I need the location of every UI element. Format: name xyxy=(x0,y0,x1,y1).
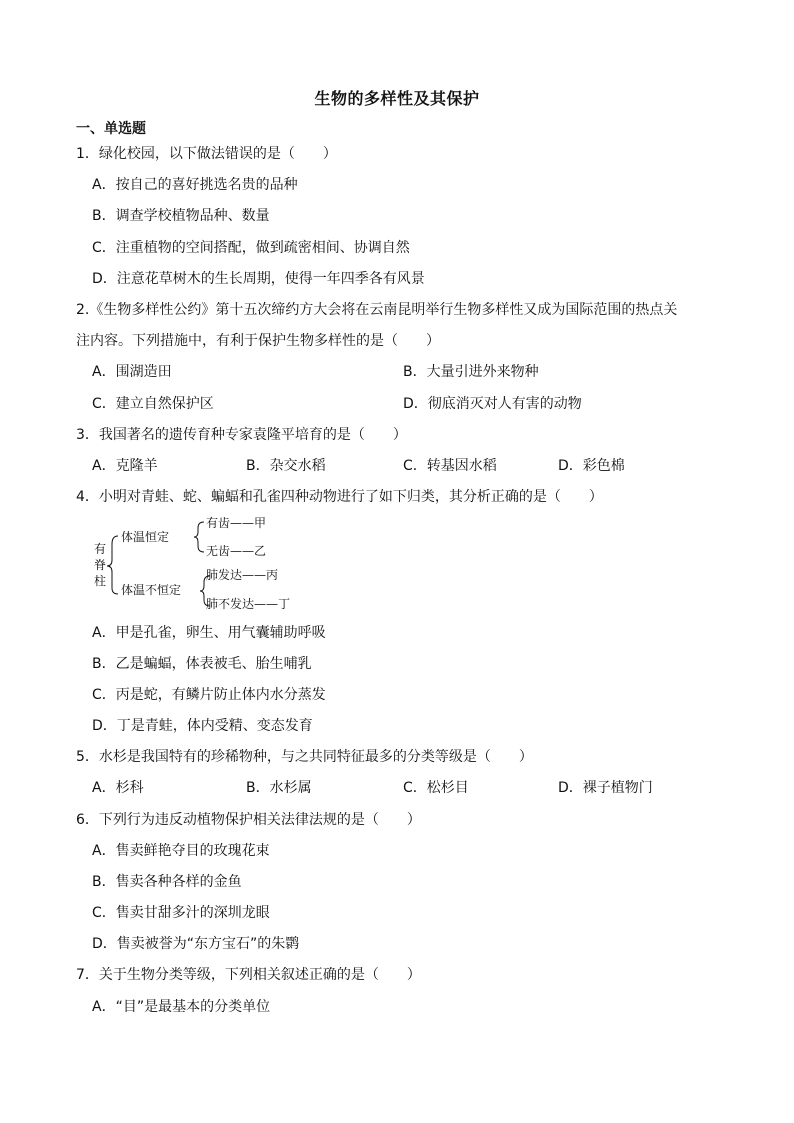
diagram-upper-brace xyxy=(194,522,204,552)
diagram-branch-2: 体温不恒定 xyxy=(121,583,182,597)
question-6-option-b: B．售卖各种各样的金鱼 xyxy=(92,874,242,890)
question-2-option-d: D．彻底消灭对人有害的动物 xyxy=(403,396,582,412)
question-2-option-b: B．大量引进外来物种 xyxy=(403,364,539,380)
question-3-option-d: D．彩色棉 xyxy=(558,458,625,474)
diagram-leaf-1: 有齿——甲 xyxy=(206,516,267,530)
question-7-option-a: A．“目”是最基本的分类单位 xyxy=(92,999,271,1015)
question-5-option-c: C．松杉目 xyxy=(403,780,469,796)
question-6-option-c: C．售卖甘甜多汁的深圳龙眼 xyxy=(92,905,270,921)
diagram-root-char-2: 脊 xyxy=(94,558,107,572)
question-5-option-a: A．杉科 xyxy=(92,780,144,796)
question-1-option-c: C．注重植物的空间搭配，做到疏密相间、协调自然 xyxy=(92,240,410,256)
question-3-option-c: C．转基因水稻 xyxy=(403,458,497,474)
question-2-stem-line-2: 注内容。下列措施中，有利于保护生物多样性的是（ ） xyxy=(76,333,440,349)
question-2-stem-line-1: 2.《生物多样性公约》第十五次缔约方大会将在云南昆明举行生物多样性又成为国际范围的热点关 xyxy=(76,302,678,318)
question-6-option-d: D．售卖被誉为“东方宝石”的朱鹮 xyxy=(92,936,300,952)
question-5-option-d: D．裸子植物门 xyxy=(558,780,653,796)
question-5-stem: 5．水杉是我国特有的珍稀物种，与之共同特征最多的分类等级是（ ） xyxy=(76,749,533,765)
question-1-option-d: D．注意花草树木的生长周期，使得一年四季各有风景 xyxy=(92,271,425,287)
question-1-option-b: B．调查学校植物品种、数量 xyxy=(92,208,270,224)
question-6-option-a: A．售卖鲜艳夺目的玫瑰花束 xyxy=(92,843,270,859)
section-heading: 一、单选题 xyxy=(76,121,146,137)
diagram-root-char-3: 柱 xyxy=(94,574,107,588)
question-4-option-b: B．乙是蝙蝠，体表被毛、胎生哺乳 xyxy=(92,656,312,672)
diagram-main-brace xyxy=(107,536,118,594)
question-5-option-b: B．水杉属 xyxy=(246,780,312,796)
question-1-stem: 1．绿化校园，以下做法错误的是（ ） xyxy=(76,146,337,162)
question-4-option-d: D．丁是青蛙，体内受精、变态发育 xyxy=(92,718,313,734)
diagram-leaf-3: 肺发达——丙 xyxy=(206,568,279,582)
question-3-option-b: B．杂交水稻 xyxy=(246,458,326,474)
question-6-stem: 6．下列行为违反动植物保护相关法律法规的是（ ） xyxy=(76,812,421,828)
question-2-option-c: C．建立自然保护区 xyxy=(92,396,214,412)
diagram-root-char-1: 有 xyxy=(94,542,107,556)
question-4-option-a: A．甲是孔雀，卵生、用气囊辅助呼吸 xyxy=(92,625,326,641)
page-title: 生物的多样性及其保护 xyxy=(314,89,480,108)
question-1-option-a: A．按自己的喜好挑选名贵的品种 xyxy=(92,177,298,193)
question-2-option-a: A．围湖造田 xyxy=(92,364,172,380)
diagram-branch-1: 体温恒定 xyxy=(121,530,170,544)
question-4-option-c: C．丙是蛇，有鳞片防止体内水分蒸发 xyxy=(92,687,326,703)
question-3-stem: 3．我国著名的遗传育种专家袁隆平培育的是（ ） xyxy=(76,427,407,443)
diagram-leaf-2: 无齿——乙 xyxy=(206,544,267,558)
question-4-stem: 4．小明对青蛙、蛇、蝙蝠和孔雀四种动物进行了如下归类，其分析正确的是（ ） xyxy=(76,489,603,505)
diagram-leaf-4: 肺不发达——丁 xyxy=(206,597,291,611)
question-3-option-a: A．克隆羊 xyxy=(92,458,158,474)
question-7-stem: 7．关于生物分类等级，下列相关叙述正确的是（ ） xyxy=(76,967,421,983)
classification-diagram xyxy=(86,512,326,612)
